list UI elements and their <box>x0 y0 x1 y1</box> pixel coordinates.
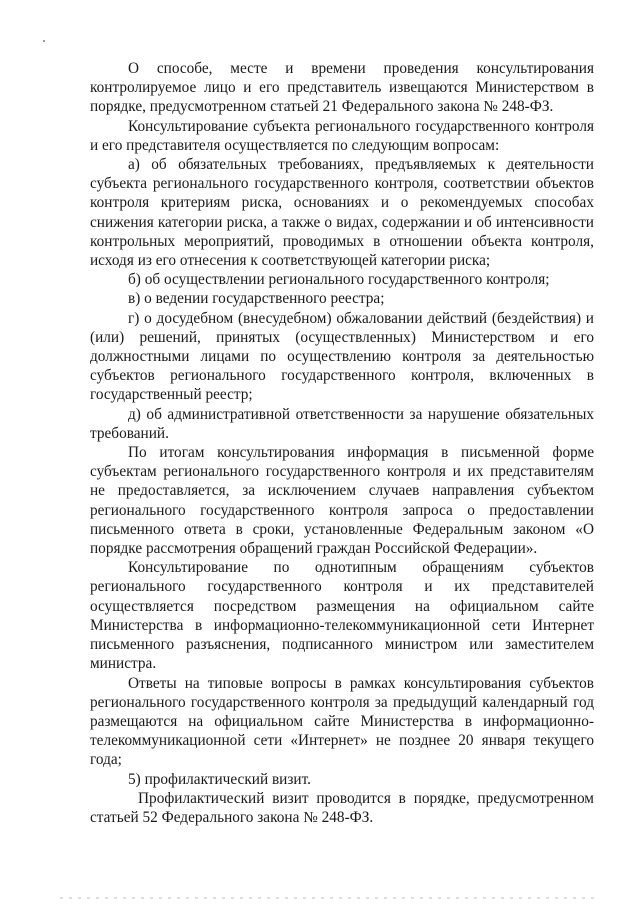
paragraph-consultation-topics: Консультирование субъекта регионального государственного контроля и его представителя осуществляется по следующим вопросам: <box>90 117 594 154</box>
scan-footer-noise <box>60 897 600 899</box>
paragraph-uniform-requests: Консультирование по однотипным обращениям субъектов регионального государственного контроля и их представителей осуществляется посредством размещения на официальном сайте Министерства в информационно-телекоммуникационной сети Интернет письменного разъяснения, подписанного министром или заместителем министра. <box>90 559 594 673</box>
paragraph-written-answer: По итогам консультирования информация в письменной форме субъектам регионального государственного контроля и их представителям не предоставляется, за исключением случаев направления субъектом регионального государственного контроля запроса о предоставлении письменного ответа в сроки, установленные Федеральным законом «О порядке рассмотрения обращений граждан Российской Федерации». <box>90 444 594 558</box>
list-item-a: а) об обязательных требованиях, предъявляемых к деятельности субъекта регионального государственного контроля, соответствии объектов контроля критериям риска, основаниях и о рекомендуемых способах снижения категории риска, а также о видах, содержании и об интенсивности контрольных мероприятий, проводимых в отношении объекта контроля, исходя из его отнесения к соответствующей категории риска; <box>90 156 594 270</box>
scan-speck <box>43 40 45 42</box>
list-item-d: д) об административной ответственности за нарушение обязательных требований. <box>90 405 594 442</box>
list-item-v: в) о ведении государственного реестра; <box>128 290 385 308</box>
paragraph-consultation-notice: О способе, месте и времени проведения консультирования контролируемое лицо и его представитель извещаются Министерством в порядке, предусмотренном статьей 21 Федерального закона № 248-ФЗ. <box>90 60 594 116</box>
list-item-5: 5) профилактический визит. <box>128 770 311 788</box>
paragraph-preventive-visit: Профилактический визит проводится в порядке, предусмотренном статьей 52 Федерального закона № 248-ФЗ. <box>90 789 594 826</box>
list-item-b: б) об осуществлении регионального государственного контроля; <box>128 271 550 289</box>
list-item-g: г) о досудебном (внесудебном) обжаловании действий (бездействия) и (или) решений, принятых (осуществленных) Министерством и его должностными лицами по осуществлению контроля за деятельностью субъектов регионального государственного контроля, включенных в государственный реестр; <box>90 309 594 404</box>
paragraph-typical-questions: Ответы на типовые вопросы в рамках консультирования субъектов регионального государственного контроля за предыдущий календарный год размещаются на официальном сайте Министерства в информационно-телекоммуникационной сети «Интернет» не позднее 20 января текущего года; <box>90 674 594 769</box>
document-body <box>90 59 594 827</box>
